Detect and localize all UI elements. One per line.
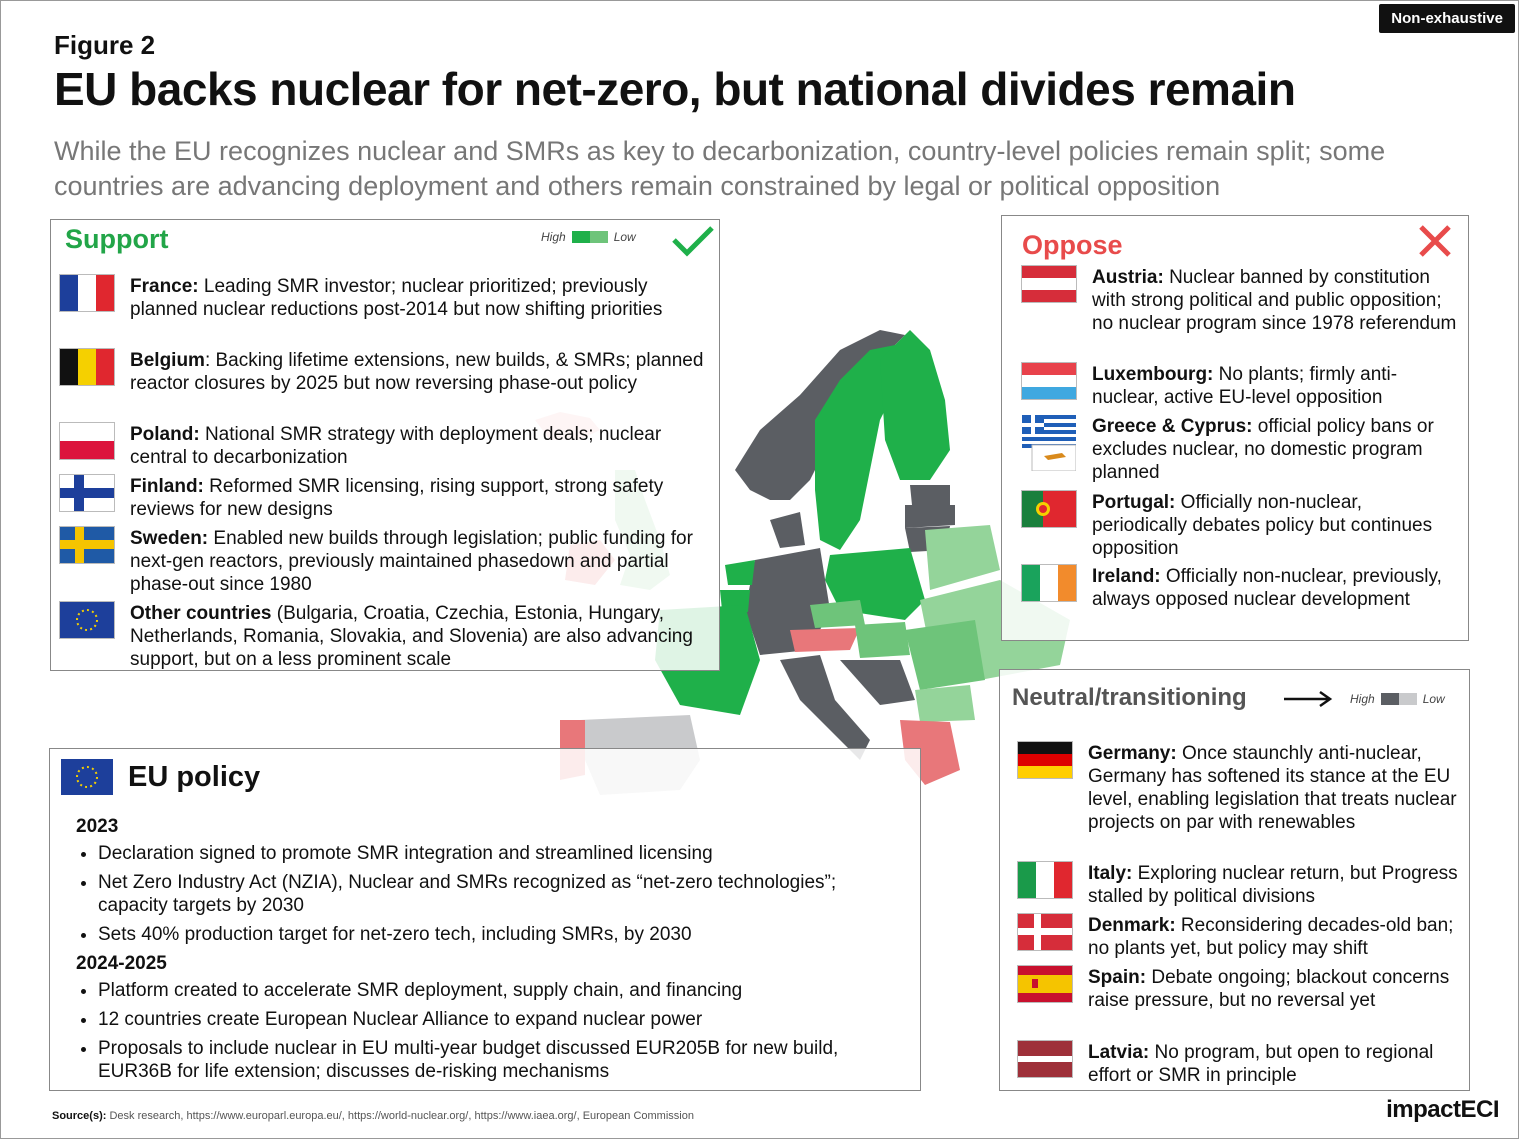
neutral-row-latvia — [1018, 1041, 1458, 1087]
oppose-row-greece-cyprus — [1022, 415, 1462, 491]
check-icon — [671, 224, 715, 258]
country-desc: Debate ongoing; blackout concerns raise pressure, but no reversal yet — [1088, 967, 1450, 1011]
country-desc: Leading SMR investor; nuclear prioritized; previously planned nuclear reductions post-2014 but now shifting priorities — [130, 276, 663, 320]
support-row-other — [60, 602, 710, 671]
map-latvia — [905, 505, 955, 528]
country-name: Italy: — [1088, 863, 1133, 884]
source-text: Desk research, https://www.europarl.europa.eu/, https://world-nuclear.org/, https://www.iaea.org/, European Commission — [106, 1110, 694, 1122]
sweden-flag — [60, 527, 114, 563]
country-name: Luxembourg: — [1092, 364, 1214, 385]
map-bulgaria — [915, 685, 975, 722]
map-romania — [905, 620, 985, 690]
country-desc: Reformed SMR licensing, rising support, strong safety reviews for new designs — [130, 476, 664, 520]
country-name: Other countries — [130, 603, 272, 624]
luxembourg-flag — [1022, 363, 1076, 399]
country-desc: No plants; firmly anti-nuclear, active EU-level opposition — [1092, 364, 1398, 408]
neutral-row-germany — [1018, 742, 1458, 862]
impacteci-logo: impactECI — [1386, 1096, 1499, 1123]
country-desc: : Backing lifetime extensions, new builds, & SMRs; planned reactor closures by 2025 but now reversing phase-out policy — [130, 350, 704, 394]
country-name: Finland: — [130, 476, 204, 497]
neutral-row-spain — [1018, 966, 1458, 1041]
map-czechia — [810, 600, 865, 628]
germany-flag — [1018, 742, 1072, 778]
support-row-sweden — [60, 527, 710, 602]
map-belarus — [925, 525, 1000, 590]
legend-low-label: Low — [613, 230, 636, 244]
country-desc: Officially non-nuclear, periodically debates policy but continues opposition — [1092, 492, 1433, 559]
country-desc: No program, but open to regional effort or SMR in principle — [1088, 1042, 1434, 1086]
policy-bullet: • Platform created to accelerate SMR deployment, supply chain, and financing — [98, 979, 906, 1002]
support-row-finland — [60, 475, 710, 527]
oppose-heading: Oppose — [1022, 230, 1123, 260]
policy-list — [76, 979, 906, 1083]
figure-label: Figure 2 — [54, 30, 156, 60]
page-title: EU backs nuclear for net-zero, but national divides remain — [54, 63, 1296, 115]
neutral-legend — [1350, 692, 1445, 706]
country-name: France: — [130, 276, 199, 297]
country-desc: (Bulgaria, Croatia, Czechia, Estonia, Hungary, Netherlands, Romania, Slovakia, and Slovenia) are also advancing support, but on a less prominent scale — [130, 603, 693, 670]
eu-policy-panel — [49, 748, 921, 1091]
policy-bullet: • Declaration signed to promote SMR integration and streamlined licensing — [98, 842, 906, 865]
country-desc: Officially non-nuclear, previously, always opposed nuclear development — [1092, 566, 1442, 610]
support-row-poland — [60, 423, 710, 475]
policy-bullet: • Proposals to include nuclear in EU multi-year budget discussed EUR205B for new build, EUR36B for life extension; discusses de-risking mechanisms — [98, 1037, 906, 1083]
france-flag — [60, 275, 114, 311]
neutral-row-italy — [1018, 862, 1458, 914]
country-desc: Exploring nuclear return, but Progress stalled by political divisions — [1088, 863, 1458, 907]
oppose-panel — [1001, 215, 1469, 641]
support-panel — [50, 219, 720, 671]
support-row-belgium — [60, 349, 710, 423]
oppose-row-austria — [1022, 266, 1462, 363]
country-name: Ireland: — [1092, 566, 1161, 587]
country-name: Denmark: — [1088, 915, 1176, 936]
country-name: Greece & Cyprus: — [1092, 416, 1253, 437]
country-name: Portugal: — [1092, 492, 1176, 513]
policy-bullet: • Sets 40% production target for net-zero tech, including SMRs, by 2030 — [98, 923, 906, 946]
country-name: Sweden: — [130, 528, 209, 549]
policy-year: 2023 — [76, 816, 119, 837]
map-estonia — [910, 485, 950, 505]
legend-high-label: High — [541, 230, 566, 244]
denmark-flag — [1018, 914, 1072, 950]
map-netherlands — [725, 560, 755, 585]
policy-year: 2024-2025 — [76, 953, 167, 974]
policy-bullet: • 12 countries create European Nuclear Alliance to expand nuclear power — [98, 1008, 906, 1031]
legend-low-label: Low — [1422, 692, 1445, 706]
greece-cyprus-flag — [1022, 415, 1076, 469]
finland-flag — [60, 475, 114, 511]
spain-flag — [1018, 966, 1072, 1002]
oppose-row-portugal — [1022, 491, 1462, 565]
page-subtitle: While the EU recognizes nuclear and SMRs as key to decarbonization, country-level policies remain split; some countries are advancing deployment and others remain constrained by legal or political opposition — [54, 136, 1386, 201]
eu-flag-icon — [61, 759, 113, 795]
legend-high-label: High — [1350, 692, 1375, 706]
country-desc: Enabled new builds through legislation; public funding for next-gen reactors, previously maintained phasedown and partial phase-out since 1980 — [130, 528, 693, 595]
source-label: Source(s): — [52, 1110, 107, 1122]
country-name: Poland: — [130, 424, 200, 445]
latvia-flag — [1018, 1041, 1072, 1077]
country-name: Spain: — [1088, 967, 1147, 988]
neutral-panel — [999, 669, 1470, 1091]
eu-policy-body — [76, 811, 906, 1089]
non-exhaustive-badge: Non-exhaustive — [1379, 4, 1515, 33]
neutral-row-denmark — [1018, 914, 1458, 966]
country-name: Germany: — [1088, 743, 1177, 764]
country-name: Belgium — [130, 350, 205, 371]
austria-flag — [1022, 266, 1076, 302]
italy-flag — [1018, 862, 1072, 898]
neutral-legend-swatch — [1381, 693, 1417, 705]
country-name: Latvia: — [1088, 1042, 1150, 1063]
eu-flag — [60, 602, 114, 638]
oppose-row-ireland — [1022, 565, 1462, 611]
country-desc: Once staunchly anti-nuclear, Germany has softened its stance at the EU level, enabling legislation that treats nuclear projects on par with renewables — [1088, 743, 1457, 833]
country-desc: Nuclear banned by constitution with strong political and public opposition; no nuclear program since 1978 referendum — [1092, 267, 1457, 334]
map-denmark — [770, 512, 805, 548]
support-legend — [541, 230, 636, 244]
map-finland — [880, 330, 950, 480]
country-desc: official policy bans or excludes nuclear, no domestic program planned — [1092, 416, 1434, 483]
source-note — [52, 1110, 694, 1122]
portugal-flag — [1022, 491, 1076, 527]
support-heading: Support — [65, 224, 169, 254]
belgium-flag — [60, 349, 114, 385]
country-desc: Reconsidering decades-old ban; no plants yet, but policy may shift — [1088, 915, 1454, 959]
policy-list — [76, 842, 906, 946]
map-balkans — [840, 660, 915, 705]
arrow-right-icon — [1282, 690, 1334, 708]
eu-policy-heading: EU policy — [128, 761, 261, 793]
support-row-france — [60, 275, 710, 349]
map-austria — [790, 628, 860, 652]
policy-bullet: • Net Zero Industry Act (NZIA), Nuclear and SMRs recognized as “net-zero technologies”; capacity targets by 2030 — [98, 871, 906, 917]
poland-flag — [60, 423, 114, 459]
ireland-flag — [1022, 565, 1076, 601]
map-hungary — [855, 622, 910, 658]
country-desc: National SMR strategy with deployment deals; nuclear central to decarbonization — [130, 424, 662, 468]
neutral-heading: Neutral/transitioning — [1012, 684, 1247, 711]
country-name: Austria: — [1092, 267, 1164, 288]
oppose-row-luxembourg — [1022, 363, 1462, 415]
cross-icon — [1418, 224, 1452, 258]
support-legend-swatch — [572, 231, 608, 243]
